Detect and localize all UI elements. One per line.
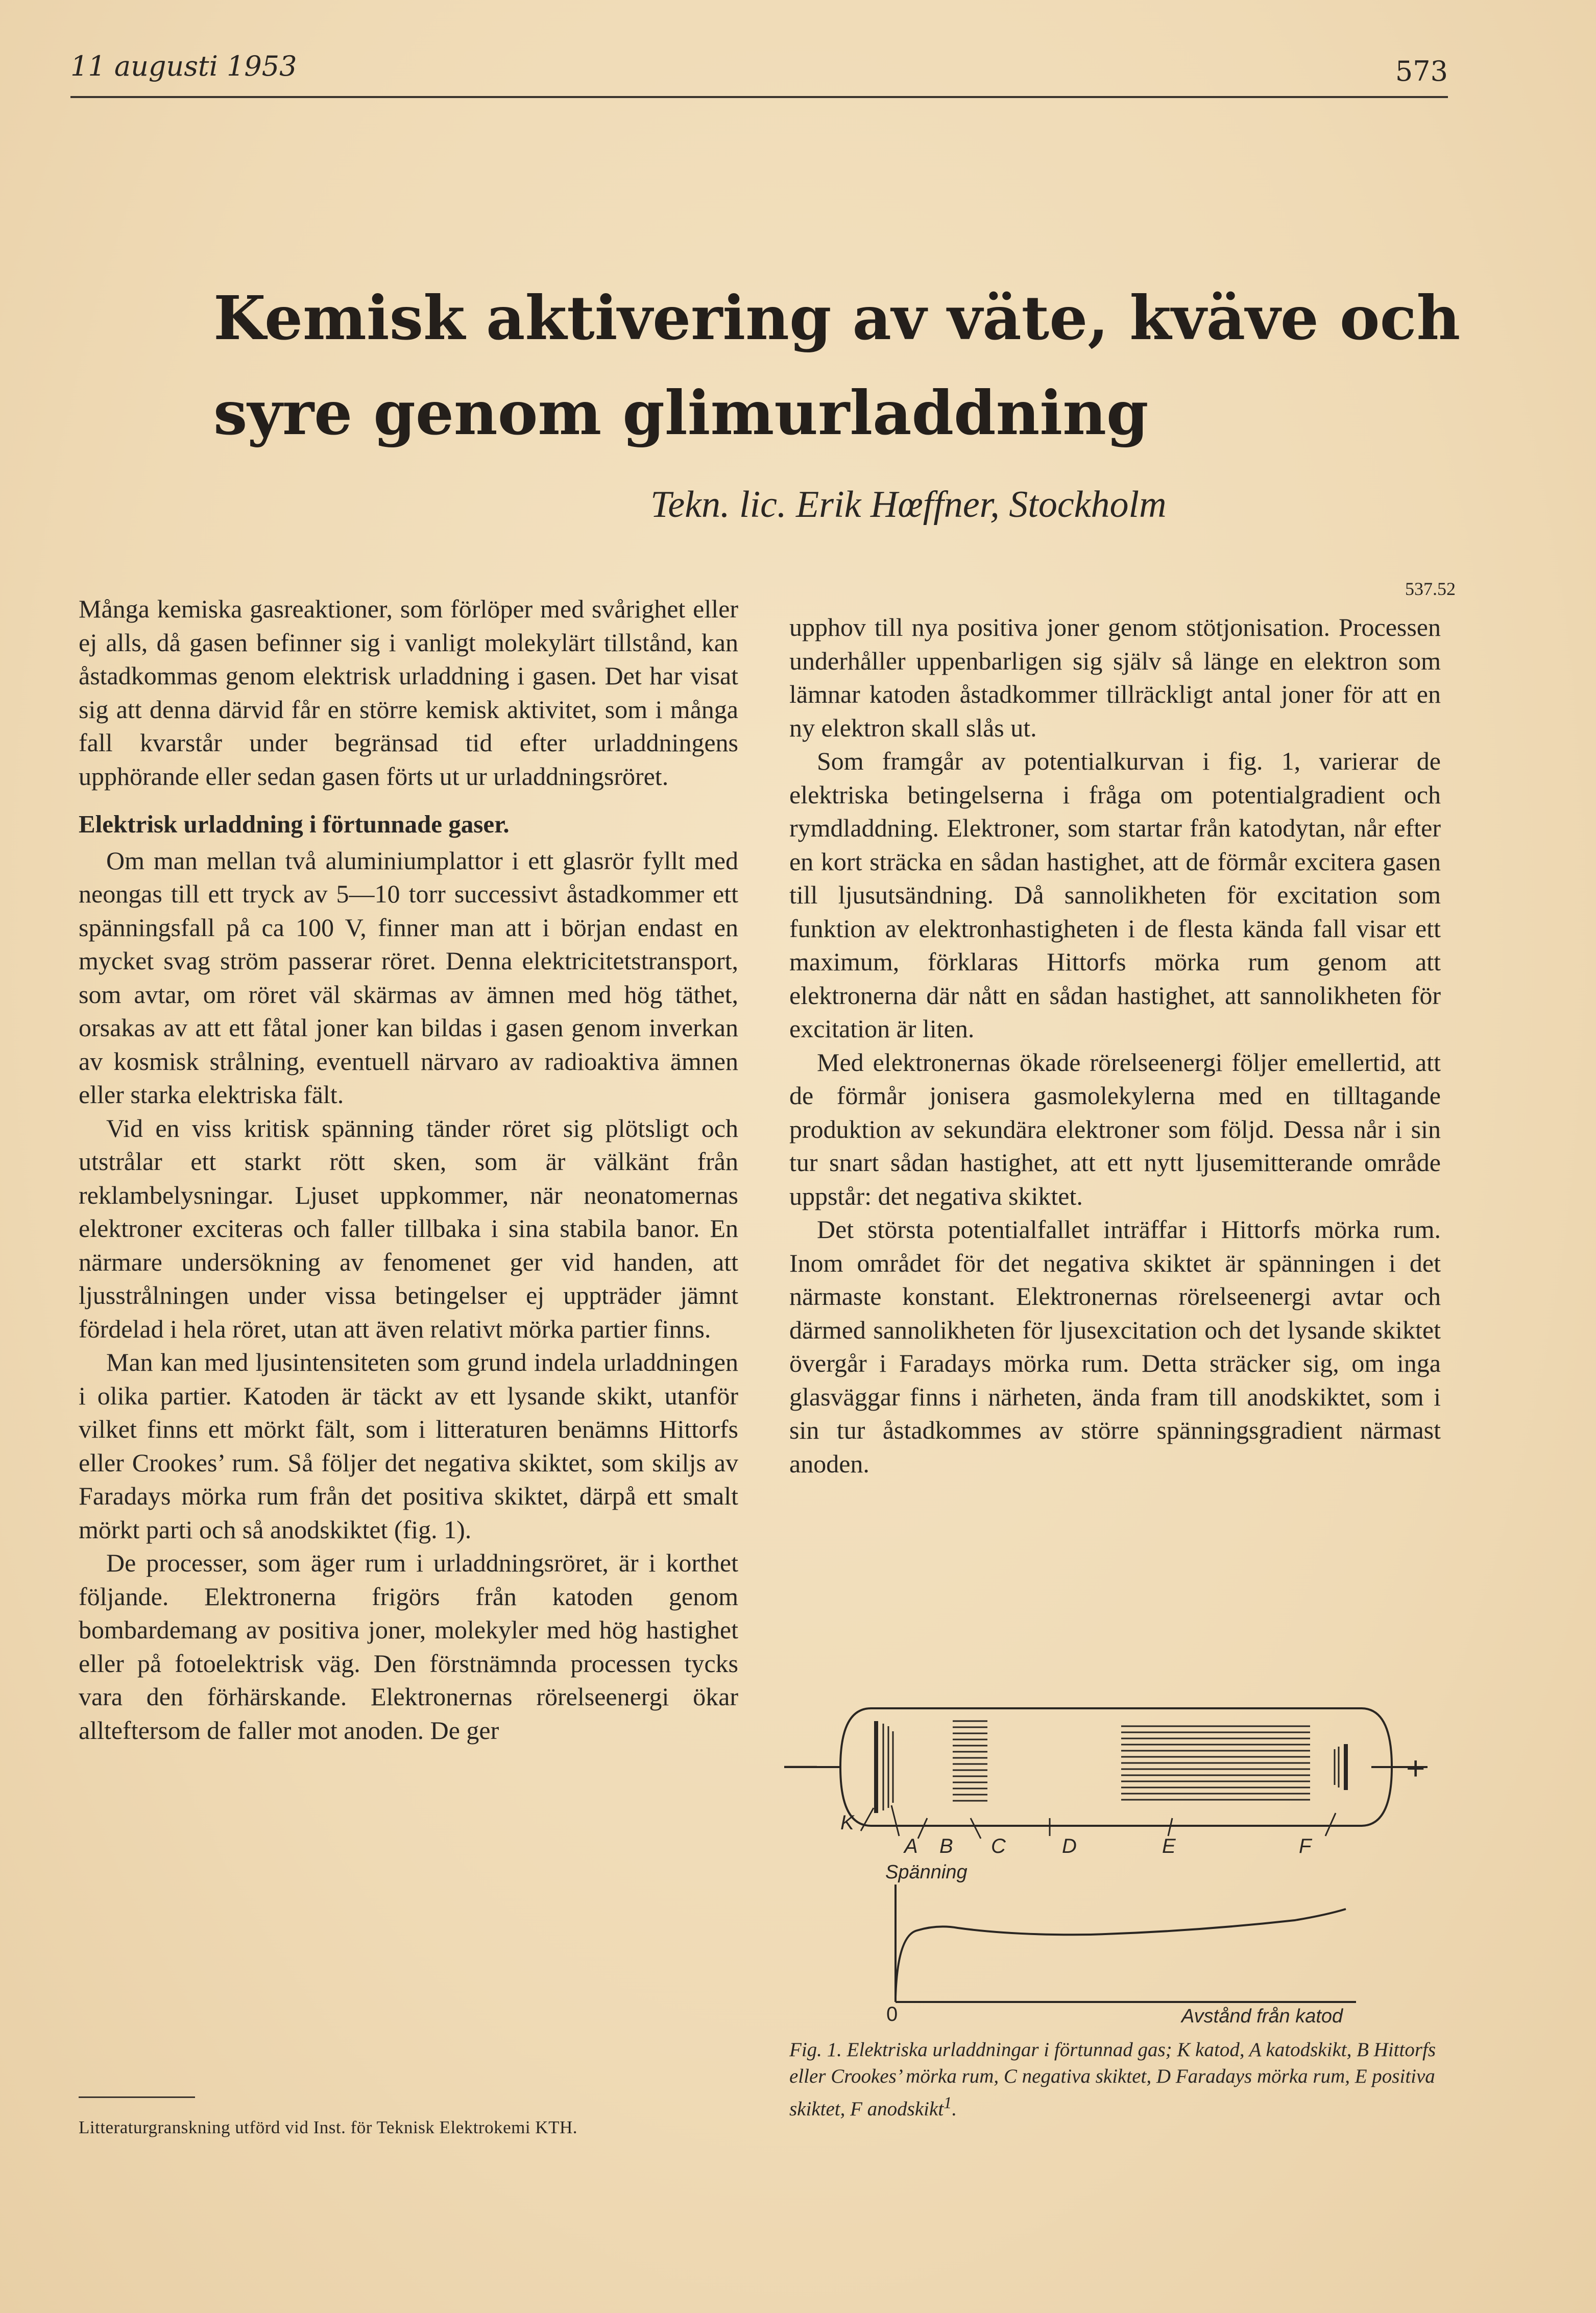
paragraph: Det största potentialfallet inträffar i Hittorfs mörka rum. Inom området för det negativa skiktet är spänningen i det närmaste konstant. Elektronernas rörelseenergi avtar och därmed sannolikheten för ljusexcitation och det lysande skiktet övergår i Faradays mörka rum. Detta sträcker sig, om inga glasväggar finns i närheten, ända fram till anodskiktet, som i sin tur åstadkommes av större spänningsgradient närmast anoden. <box>789 1215 1441 1478</box>
paragraph: Man kan med ljusintensiteten som grund indela urladdningen i olika partier. Katoden är täckt av ett lysande skikt, utanför vilket finns ett mörkt fält, som i litteraturen benämns Hittorfs eller Crookes’ rum. Så följer det negativa skiktet, som skiljs av Faradays mörka rum från det positiva skiktet, därpå ett smalt mörkt parti och så anodskiktet (fig. 1). <box>79 1348 738 1544</box>
running-head <box>70 50 1448 96</box>
origin-label: 0 <box>886 2003 898 2025</box>
cathode-layer-hatch <box>883 1724 893 1810</box>
label-A: A <box>904 1835 918 1857</box>
positive-column-hatch <box>1121 1726 1310 1800</box>
label-pointers <box>861 1805 1336 1839</box>
caption-label: Fig. 1. <box>789 2039 842 2061</box>
paragraph: Med elektronernas ökade rörelseenergi följer emellertid, att de förmår jonisera gasmolekylerna med en tilltagande produktion av sekundära elektroner som följd. Dessa når i sin tur snart sådan hastighet, att ett nytt ljusemitterande område uppstår: det negativa skiktet. <box>789 1047 1441 1210</box>
article-title: Kemisk aktivering av väte, kväve och syre genom glimurladdning <box>213 282 1461 448</box>
paragraph: Som framgår av potentialkurvan i fig. 1, varierar de elektriska betingelserna i fråga om potentialgradient och rymdladdning. Elektroner, som startar från katodytan, når efter en kort sträcka en sådan hastighet, att de förmår excitera gasen till ljusutsändning. Då sannolikheten för excitation som funktion av elektronhastigheten i de flesta kända fall visar ett maximum, förklaras Hittorfs mörka rum genom att elektronerna där nått en sådan hastighet, att sannolikheten för excitation är liten. <box>789 747 1441 1043</box>
caption-text: Elektriska urladdningar i förtunnad gas; K katod, A katodskikt, B Hittorfs eller Crookes’ mörka rum, C negativa skiktet, D Faradays mörka rum, E positiva skiktet, F anodskikt <box>789 2039 1436 2120</box>
potential-curve <box>896 1909 1346 1997</box>
paragraph: upphov till nya positiva joner genom stötjonisation. Processen underhåller uppenbarligen sig själv så länge en elektron som lämnar katoden åstadkommer tillräckligt antal joner för att en ny elektron skall slås ut. <box>789 613 1441 742</box>
footnote-rule <box>79 2096 195 2098</box>
page-number: 573 <box>1395 55 1448 87</box>
paragraph: Många kemiska gasreaktioner, som förlöper med svårighet eller ej alls, då gasen befinner sig i vanligt molekylärt tillstånd, kan åstadkommas genom elektrisk urladdning i gasen. Det har visat sig att denna därvid får en större kemisk aktivitet, som i många fall kvarstår under begränsad tid efter urladdningens upphörande eller sedan gasen förts ut ur urladdningsröret. <box>79 594 738 791</box>
label-K: K <box>840 1811 854 1834</box>
anode-layer-hatch <box>1335 1747 1339 1787</box>
figure-caption <box>789 2037 1448 2123</box>
plus-label: + <box>1406 1750 1425 1786</box>
section-heading: Elektrisk urladdning i förtunnade gaser. <box>79 810 510 838</box>
caption-reference: 1 <box>944 2094 952 2112</box>
left-column <box>79 592 738 1747</box>
label-E: E <box>1162 1835 1176 1857</box>
classification-number: 537.52 <box>1405 579 1456 599</box>
label-F: F <box>1299 1835 1312 1857</box>
label-B: B <box>939 1835 953 1857</box>
article-author: Tekn. lic. Erik Hœffner, Stockholm <box>650 484 1167 526</box>
minus-label: — <box>784 1746 817 1782</box>
header-rule <box>70 96 1448 98</box>
negative-glow-hatch <box>953 1721 987 1801</box>
right-column <box>789 611 1441 1481</box>
issue-date: 11 augusti 1953 <box>70 50 297 82</box>
paragraph: Om man mellan två aluminiumplattor i ett glasrör fyllt med neongas till ett tryck av 5—10 torr successivt åstadkommer ett spänningsfall på ca 100 V, finner man att i början endast en mycket svag ström passerar röret. Denna elektricitetstransport, som avtar, om röret väl skärmas av ämnen med hög täthet, orsakas av att ett fåtal joner kan bildas i gasen genom inverkan av kosmisk strålning, eventuell närvaro av radioaktiva ämnen eller starka elektriska fält. <box>79 846 738 1109</box>
label-C: C <box>991 1835 1006 1857</box>
label-D: D <box>1062 1835 1077 1857</box>
x-axis-label: Avstånd från katod <box>1181 2006 1343 2027</box>
paragraph: De processer, som äger rum i urladdningsröret, är i korthet följande. Elektronerna frigörs från katoden genom bombardemang av positiva joner, molekyler med hög hastighet eller på fotoelektrisk väg. Den förstnämnda processen tycks vara den förhärskande. Elektronernas rörelseenergi ökar allteftersom de faller mot anoden. De ger <box>79 1548 738 1745</box>
caption-end: . <box>952 2098 957 2120</box>
figure-discharge-tube <box>784 1696 1448 2043</box>
paragraph: Vid en viss kritisk spänning tänder röret sig plötsligt och utstrålar ett starkt rött sken, som är välkänt från reklambelysningar. Ljuset uppkommer, när neonatomernas elektroner exciteras och faller tillbaka i sina stabila banor. En närmare undersökning av fenomenet ger vid handen, att ljusstrålningen under vissa betingelser ej uppträder jämnt fördelad i hela röret, utan att även relativt mörka partier finns. <box>79 1113 738 1343</box>
y-axis-label: Spänning <box>885 1862 968 1883</box>
footnote: Litteraturgranskning utförd vid Inst. för Teknisk Elektrokemi KTH. <box>79 2117 577 2137</box>
